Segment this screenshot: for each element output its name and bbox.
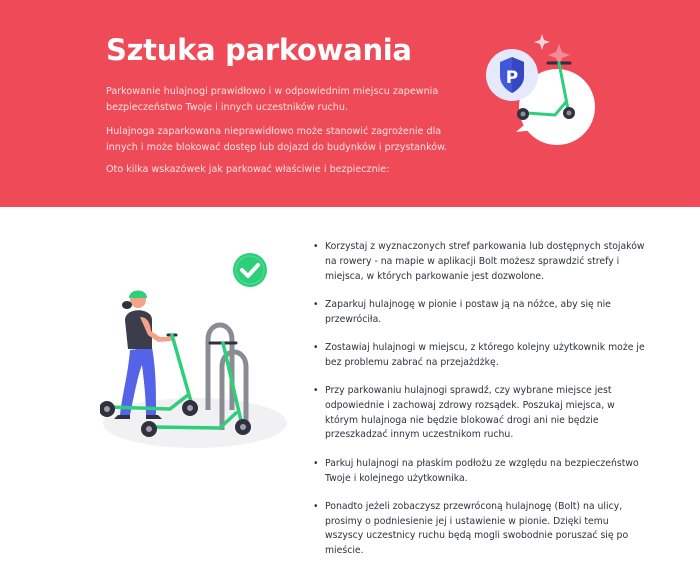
- parking-rack-illustration: [100, 245, 300, 450]
- hero-paragraph: Hulajnoga zaparkowana nieprawidłowo może stanowić zagrożenie dla innych i może blokować dostęp lub dojazd do budynków i przystanków.: [106, 126, 448, 153]
- parking-scooter-illustration: [480, 30, 610, 160]
- tip-item: • Ponadto jeżeli zobaczysz przewróconą hulajnogę (Bolt) na ulicy, prosimy o podniesienie jej i ustawienie w pionie. Dzięki temu wszyscy uczestnicy ruchu będą mogli swobodnie poruszać się po mieście.: [313, 500, 648, 559]
- parking-shield-icon: [486, 49, 538, 101]
- checkmark-icon: [233, 253, 267, 287]
- tip-item: • Parkuj hulajnogi na płaskim podłożu ze względu na bezpieczeństwo Twoje i kolejnego użytkownika.: [313, 457, 648, 487]
- tip-item: • Zostawiaj hulajnogi w miejscu, z którego kolejny użytkownik może je bez problemu zabrać na przejażdżkę.: [313, 341, 648, 371]
- hero-paragraph: Oto kilka wskazówek jak parkować właściwie i bezpiecznie:: [106, 164, 390, 175]
- tip-item: • Zaparkuj hulajnogę w pionie i postaw ją na nóżce, aby się nie przewróciła.: [313, 298, 648, 328]
- sparkle-icon: [534, 34, 570, 66]
- hero-paragraph: Parkowanie hulajnogi prawidłowo i w odpowiednim miejscu zapewnia bezpieczeństwo Twoje i innych uczestników ruchu.: [106, 86, 439, 113]
- page-title: Sztuka parkowania: [106, 33, 412, 67]
- tip-item: • Przy parkowaniu hulajnogi sprawdź, czy wybrane miejsce jest odpowiednie i zachowaj zdrowy rozsądek. Poszukaj miejsca, w którym hulajnoga nie będzie blokować drogi ani nie będzie przeszkadzać innym uczestnikom ruchu.: [313, 384, 648, 443]
- parking-tips-list: [313, 240, 648, 573]
- svg-text:P: P: [505, 68, 519, 88]
- hero-banner: [0, 0, 700, 207]
- tip-item: • Korzystaj z wyznaczonych stref parkowania lub dostępnych stojaków na rowery - na mapie w aplikacji Bolt możesz sprawdzić strefy i miejsca, w których parkowanie jest dozwolone.: [313, 240, 648, 284]
